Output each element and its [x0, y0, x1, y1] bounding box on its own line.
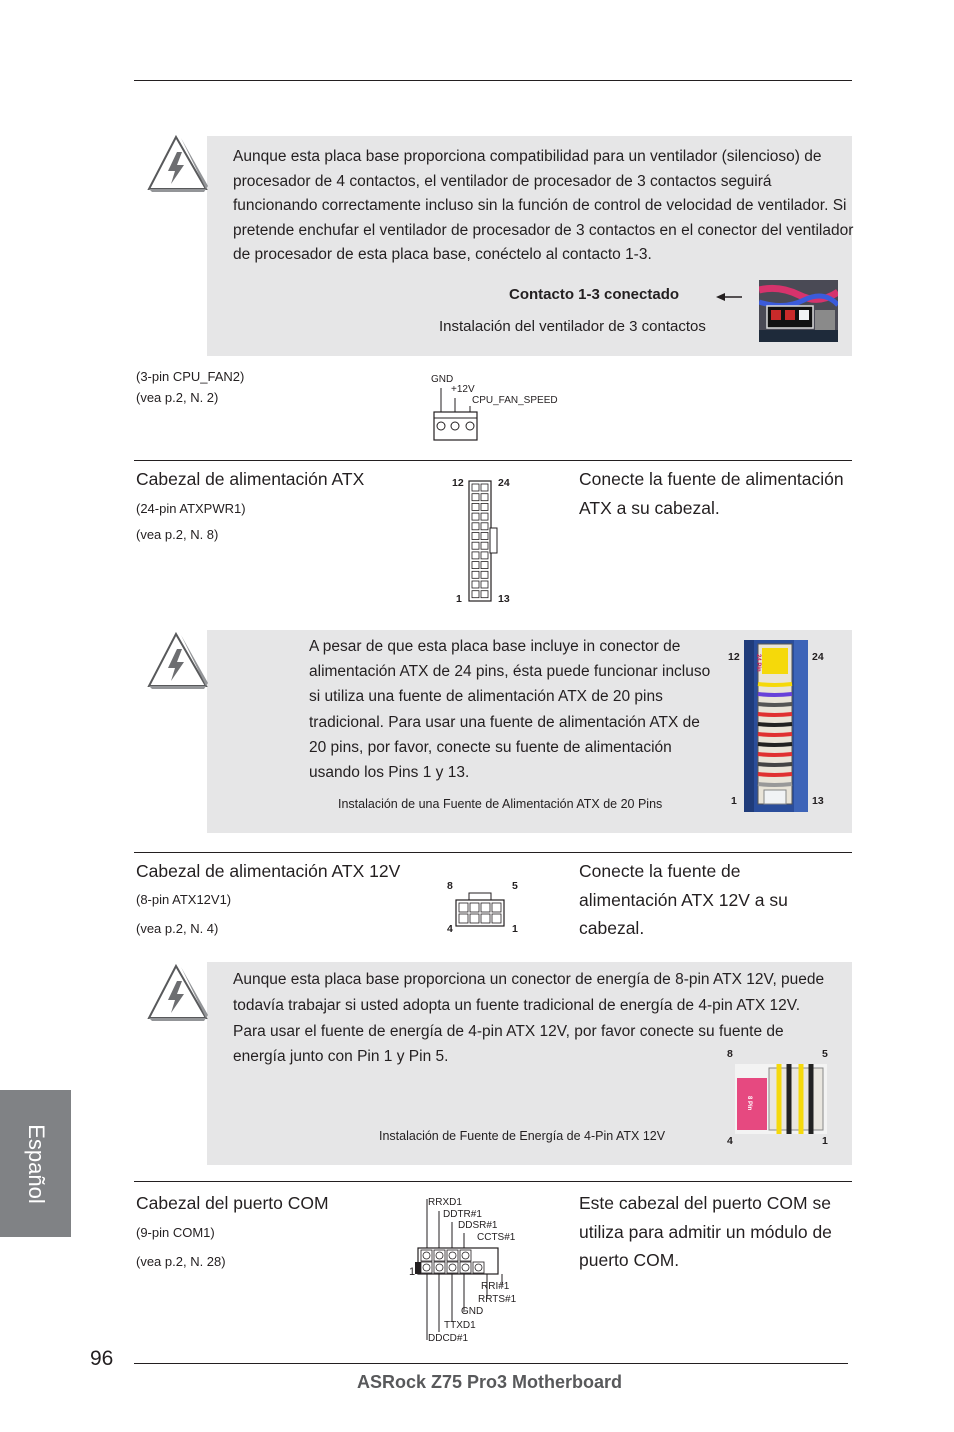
connector-pin: [481, 494, 488, 501]
warning-icon: [146, 963, 208, 1021]
atx20-install-photo: [744, 640, 808, 812]
connector-pin: [481, 914, 490, 923]
atx12v-sub: (8-pin ATX12V1): [136, 892, 232, 907]
arrow-left-icon: [716, 290, 742, 304]
com-signal-rri1: RRI#1: [481, 1281, 510, 1292]
connector-pin: [472, 581, 479, 588]
connector-pin: [459, 914, 468, 923]
com-pin: [449, 1264, 456, 1271]
header-rule: [134, 80, 852, 81]
atx20-photo-pin-24: 24: [812, 651, 824, 663]
atx12v-pin-1: 1: [512, 923, 518, 935]
connector-pin: [492, 903, 501, 912]
connector-pin: [481, 542, 488, 549]
atx20-photo-pin-1: 1: [731, 795, 737, 807]
note-atx20-caption: Instalación de una Fuente de Alimentación ATX de 20 Pins: [338, 797, 663, 811]
connector-pin: [481, 552, 488, 559]
com-pin: [462, 1264, 469, 1271]
com-signal-rrxd1: RRXD1: [428, 1197, 462, 1208]
connector-pin: [472, 484, 479, 491]
footer-rule: [134, 1363, 848, 1364]
atx12v-photo-pin-4: 4: [727, 1135, 733, 1147]
note-cpu-fan-caption: Instalación del ventilador de 3 contactos: [439, 318, 706, 335]
atx-title: Cabezal de alimentación ATX: [136, 469, 365, 489]
section-rule-atx12v: [134, 852, 852, 853]
connector-pin: [470, 903, 479, 912]
com-signal-rrts1: RRTS#1: [478, 1294, 517, 1305]
note-atx12v-caption: Instalación de Fuente de Energía de 4-Pin ATX 12V: [379, 1129, 666, 1143]
connector-pin: [470, 914, 479, 923]
connector-pin: [472, 542, 479, 549]
com-signal-ddsr1: DDSR#1: [458, 1220, 498, 1231]
connector-pin: [472, 533, 479, 540]
connector-pin: [472, 503, 479, 510]
section-rule-com: [134, 1181, 852, 1182]
com-ref: (vea p.2, N. 28): [136, 1254, 226, 1269]
atx12v-photo-pin-5: 5: [822, 1048, 828, 1060]
connector-pin: [481, 591, 488, 598]
connector-pin: [481, 533, 488, 540]
com-signal-ddcd1: DDCD#1: [428, 1333, 469, 1344]
pin-speed-label: CPU_FAN_SPEED: [472, 395, 558, 406]
atx12v-pin-5: 5: [512, 880, 518, 892]
atx12v-8pin-diagram: [454, 890, 506, 928]
warning-icon: [146, 134, 208, 192]
atx12v-ref: (vea p.2, N. 4): [136, 921, 219, 936]
atx20-sticker-text: 24 Pin: [755, 654, 761, 672]
com-description: Este cabezal del puerto COM se utiliza para admitir un módulo de puerto COM.: [579, 1193, 832, 1270]
com-signal-gnd: GND: [461, 1306, 484, 1317]
atx12v-photo-pin-1: 1: [822, 1135, 828, 1147]
com-pin: [436, 1264, 443, 1271]
com-pin: [462, 1252, 469, 1259]
atx20-photo-pin-12: 12: [728, 651, 740, 663]
com-pin: [423, 1252, 430, 1259]
pin-gnd-label: GND: [431, 374, 454, 385]
section-rule-atx: [134, 460, 852, 461]
atx-pin-1: 1: [456, 593, 462, 605]
note-cpu-fan-text: Aunque esta placa base proporciona compatibilidad para un ventilador (silencioso) de procesador de 4 contactos, el ventilador de procesador de 3 contactos seguirá funcionando correctamente incluso sin la función de control de velocidad de ventilador. Si pretende enchufar el ventilador de procesador de 3 contactos en el conector del ventilador de procesador de esta placa base, conéctelo al contacto 1-3.: [233, 148, 854, 264]
connected-label: Contacto 1-3 conectado: [509, 286, 680, 303]
connector-pin: [472, 513, 479, 520]
connector-pin: [472, 562, 479, 569]
com-pin: [423, 1264, 430, 1271]
connector-pin: [472, 552, 479, 559]
com-pin: [475, 1264, 482, 1271]
atx12v-description: Conecte la fuente de alimentación ATX 12V a su cabezal.: [579, 861, 788, 938]
atx-pin-24: 24: [498, 477, 510, 489]
connector-pin: [481, 523, 488, 530]
language-tab: [0, 1090, 71, 1237]
connector-pin: [481, 562, 488, 569]
fan-connector-photo: [759, 280, 838, 342]
note-atx12v-text: Aunque esta placa base proporciona un conector de energía de 8-pin ATX 12V, puede todavía trabajar si usted adopta un fuente tradicional de energía de 4-pin ATX 12V. Para usar el fuente de energía de 4-pin ATX 12V, por favor conecte su fuente de energía junto con Pin 1 y Pin 5.: [233, 971, 825, 1066]
atx-sub: (24-pin ATXPWR1): [136, 501, 246, 516]
connector-pin: [481, 503, 488, 510]
cpu-fan2-ref: (vea p.2, N. 2): [136, 390, 219, 405]
atx-pin-12: 12: [452, 477, 464, 489]
atx-pin-13: 13: [498, 593, 510, 605]
com-pin: [449, 1252, 456, 1259]
note-atx20-text: A pesar de que esta placa base incluye in conector de alimentación ATX de 24 pins, ésta puede funcionar incluso si utiliza una fuente de alimentación ATX de 20 pins tradicional. Para usar una fuente de alimentación ATX de 20 pins, por favor, conecte su fuente de alimentación usando los Pins 1 y 13.: [309, 638, 711, 782]
connector-pin: [472, 494, 479, 501]
connector-pin: [481, 581, 488, 588]
warning-icon: [146, 631, 208, 689]
connector-pin: [472, 591, 479, 598]
connector-pin: [472, 523, 479, 530]
atx12v-photo-pin-8: 8: [727, 1048, 733, 1060]
com-signal-ccts1: CCTS#1: [477, 1232, 516, 1243]
cpu-fan2-label: (3-pin CPU_FAN2): [136, 369, 245, 384]
cpu-fan2-diagram: [430, 384, 482, 444]
connector-pin: [481, 571, 488, 578]
connector-pin: [481, 484, 488, 491]
connector-pin: [459, 903, 468, 912]
pin-12v-label: +12V: [451, 384, 475, 395]
com-sub: (9-pin COM1): [136, 1225, 215, 1240]
com-title: Cabezal del puerto COM: [136, 1193, 329, 1213]
com-signal-ttxd1: TTXD1: [444, 1320, 476, 1331]
com-pin-1: 1: [409, 1266, 416, 1278]
atx20-photo-pin-13: 13: [812, 795, 824, 807]
connector-pin: [492, 914, 501, 923]
atx-description: Conecte la fuente de alimentación ATX a su cabezal.: [579, 469, 844, 518]
atx12v-pin-4: 4: [447, 923, 453, 935]
atx12v-sticker-text: 8 Pin: [746, 1096, 752, 1111]
page-number: 96: [90, 1347, 114, 1370]
com-pin: [436, 1252, 443, 1259]
language-tab-label: Español: [23, 1123, 49, 1204]
connector-pin: [472, 571, 479, 578]
com-signal-ddtr1: DDTR#1: [443, 1209, 482, 1220]
atx12v-title: Cabezal de alimentación ATX 12V: [136, 861, 401, 881]
connector-pin: [481, 513, 488, 520]
atx12v-pin-8: 8: [447, 880, 453, 892]
footer-product: ASRock Z75 Pro3 Motherboard: [357, 1372, 623, 1392]
atx-24pin-diagram: [468, 480, 500, 604]
atx-ref: (vea p.2, N. 8): [136, 527, 219, 542]
connector-pin: [481, 903, 490, 912]
